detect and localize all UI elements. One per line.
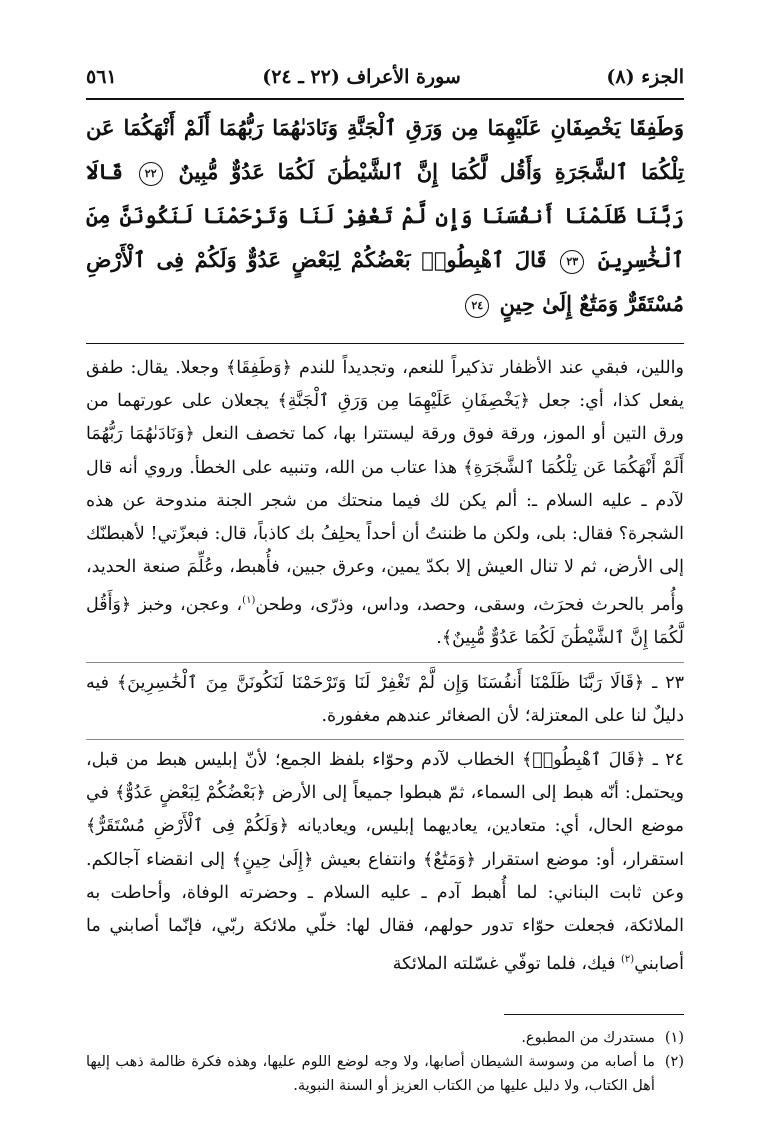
commentary — [86, 352, 684, 981]
ayah-text: قَالَا رَبَّنَا ظَلَمْنَا أَنفُسَنَا وَإِن لَّمْ تَغْفِرْ لَنَا وَتَرْحَمْنَا لَنَكُونَنَّ مِنَ ٱلْخَٰسِرِينَ — [86, 159, 685, 272]
commentary-paragraph-ayah-23: ٢٣ ـ ﴿قَالَا رَبَّنَا ظَلَمْنَا أَنفُسَنَا وَإِن لَّمْ تَغْفِرْ لَنَا وَتَرْحَمْنَا لَنَكُونَنَّ مِنَ ٱلْخَٰسِرِينَ﴾ فيه دليلٌ لنا على المعتزلة؛ لأن الصغائر عندهم مغفورة. — [86, 672, 684, 726]
footnote-ref[interactable]: (٢) — [621, 954, 635, 966]
footnote-item — [86, 1050, 684, 1098]
book-page — [86, 60, 684, 1100]
page-header — [86, 60, 684, 94]
footnote-ref[interactable]: (١) — [242, 595, 256, 607]
quran-text-block — [86, 106, 684, 326]
footnote-text: مستدرك من المطبوع. — [521, 1030, 655, 1046]
commentary-text: فيك، فلما توفّي غسّلته الملائكة — [392, 954, 622, 975]
ayah-number-mark: ٢٢ — [139, 162, 163, 186]
footnote-divider — [504, 1014, 684, 1015]
commentary-text: واللين، فبقي عند الأظفار تذكيراً للنعم، وتجديداً للندم ﴿وَطَفِقَا﴾ وجعلا. يقال: طفق يفعل كذا، أي: جعل ﴿يَخْصِفَانِ عَلَيْهِمَا مِن وَرَقِ ٱلْجَنَّةِ﴾ يجعلان على عورتهما من ورق التين أو الموز، ورقة فوق ورقة ليستترا بها، كما تخصف النعل ﴿وَنَادَىٰهُمَا رَبُّهُمَا أَلَمْ أَنْهَكُمَا عَن تِلْكُمَا ٱلشَّجَرَةِ﴾ هذا عتاب من الله، وتنبيه على الخطأ. وروي أنه قال لآدم ـ عليه السلام ـ: ألم يكن لك فيما منحتك من شجر الجنة مندوحة عن هذه الشجرة؟ فقال: بلى، ولكن ما ظننتُ أن أحداً يحلِفُ بك كاذباً، قال: فبعزّتي! لأهبطنّك إلى الأرض، ثم لا تنال العيش إلا بكدّ يمين، وعرق جبين، فأُهبط، وعُلِّمَ صنعة الحديد، وأُمر بالحرث فحرَث، وسقى، وحصد، وداس، وذرّى، وطحن — [86, 358, 684, 616]
commentary-text: ٢٤ ـ ﴿قَالَ ٱهْبِطُوا۟﴾ الخطاب لآدم وحوّاء بلفظ الجمع؛ لأنّ إبليس هبط من قبل، ويحتمل: أنّه هبط إلى السماء، ثمّ هبطوا جميعاً إلى الأرض ﴿بَعْضُكُمْ لِبَعْضٍ عَدُوٌّ﴾ في موضع الحال، أي: متعادين، يعاديهما إبليس، ويعاديانه ﴿وَلَكُمْ فِى ٱلْأَرْضِ مُسْتَقَرٌّ﴾ استقرار، أو: موضع استقرار ﴿وَمَتَٰعٌ﴾ وانتفاع بعيش ﴿إِلَىٰ حِينٍ﴾ إلى انقضاء آجالكم. وعن ثابت البناني: لما أُهبط آدم ـ عليه السلام ـ وحضرته الوفاة، وأحاطت به الملائكة، فجعلت حوّاء تدور حولهم، فقال لها: خلّي ملائكة ربّي، فإنّما أصابني ما أصابني — [86, 750, 684, 975]
commentary-text: ، وعجن، وخبز ﴿وَأَقُل لَّكُمَا إِنَّ ٱلشَّيْطَٰنَ لَكُمَا عَدُوٌّ مُّبِينٌ﴾. — [86, 595, 684, 649]
header-divider — [86, 98, 684, 100]
footnotes — [86, 1026, 684, 1098]
ayah-number-mark: ٢٤ — [465, 294, 489, 318]
ayah-text: قَالَ ٱهْبِطُوا۟ بَعْضُكُمْ لِبَعْضٍ عَدُوٌّ وَلَكُمْ فِى ٱلْأَرْضِ مُسْتَقَرٌّ وَمَتَٰعٌ إِلَىٰ حِينٍ — [86, 247, 684, 316]
page-number: ٥٦١ — [86, 66, 117, 88]
surah-title: سورة الأعراف (٢٢ ـ ٢٤) — [262, 66, 461, 88]
paragraph-divider — [86, 662, 684, 663]
juz-label: الجزء (٨) — [606, 66, 684, 88]
ayah-number-mark: ٢٣ — [560, 250, 584, 274]
footnote-number: (١) — [664, 1030, 684, 1046]
ayah-text: وَطَفِقَا يَخْصِفَانِ عَلَيْهِمَا مِن وَرَقِ ٱلْجَنَّةِ وَنَادَىٰهُمَا رَبُّهُمَا أَلَمْ أَنْهَكُمَا عَن تِلْكُمَا ٱلشَّجَرَةِ وَأَقُل لَّكُمَا إِنَّ ٱلشَّيْطَٰنَ لَكُمَا عَدُوٌّ مُّبِينٌ — [86, 115, 685, 184]
commentary-paragraph-ayah-24 — [86, 744, 684, 981]
quran-divider — [86, 343, 684, 344]
ayah-22 — [86, 115, 684, 184]
footnote-text: ما أصابه من وسوسة الشيطان أصابها، ولا وجه لوضع اللوم عليها، وهذه فكرة ظالمة ذهب إليها أهل الكتاب، ولا دليل عليها من الكتاب العزيز أو السنة النبوية. — [86, 1054, 655, 1094]
commentary-paragraph — [86, 352, 684, 656]
footnote-number: (٢) — [664, 1054, 684, 1070]
footnote-item — [86, 1026, 684, 1050]
paragraph-divider — [86, 739, 684, 740]
